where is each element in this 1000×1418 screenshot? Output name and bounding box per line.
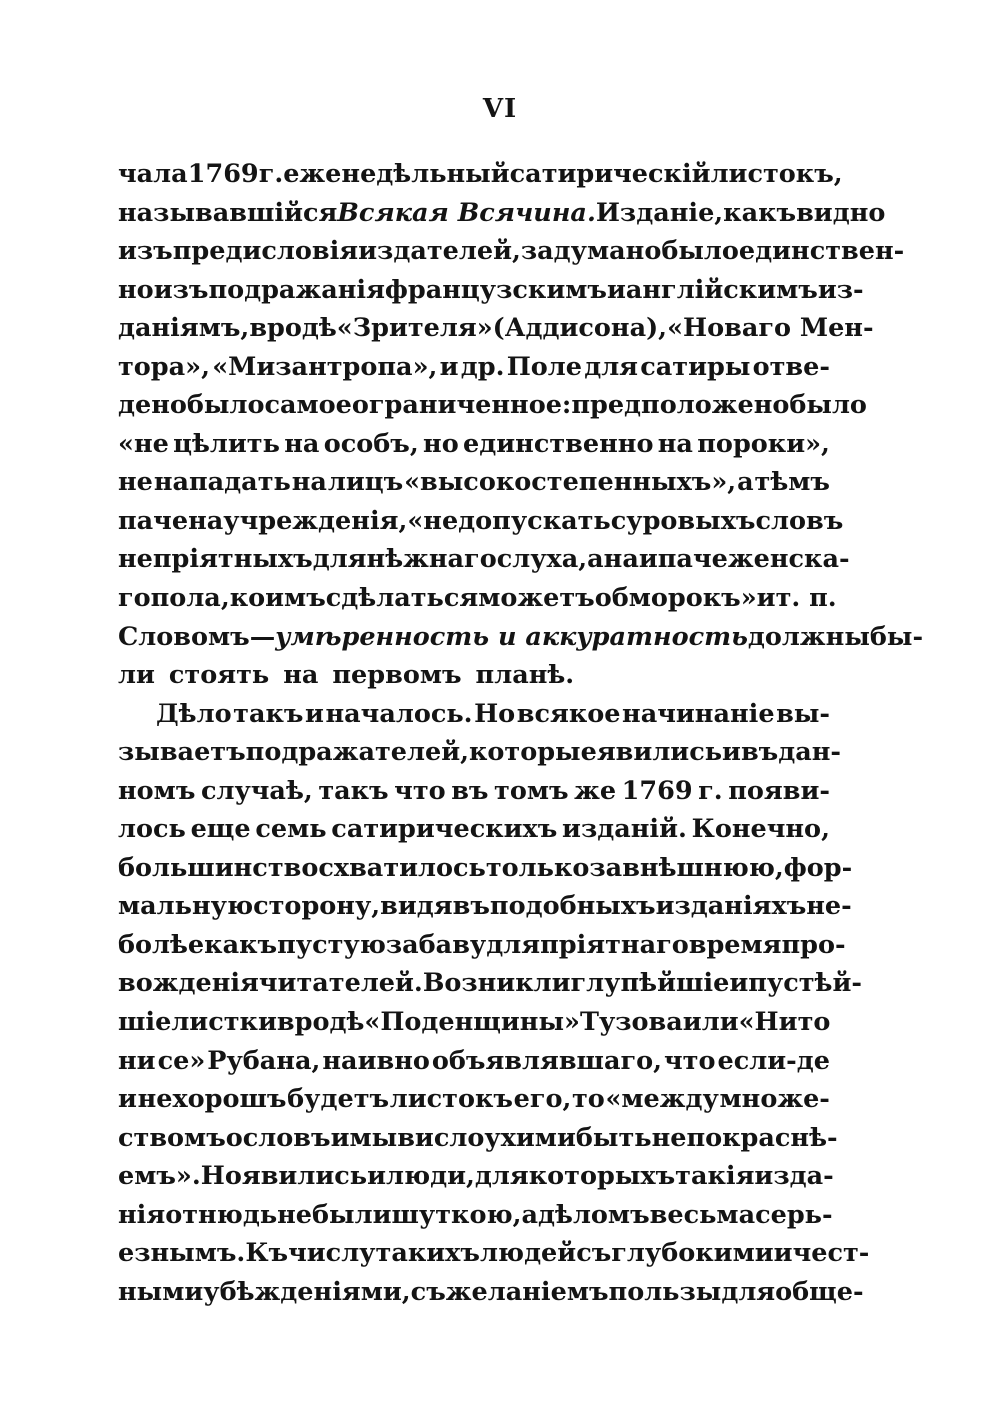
word: фор- [783,852,853,883]
word: болѣе [118,929,205,960]
word: называвшійся [118,197,338,228]
text-line [118,887,852,926]
word: можетъ [478,583,595,614]
word: стоять [168,660,270,691]
word: то [572,1084,605,1115]
text-line [118,1080,830,1119]
word: за [589,852,623,883]
word: «Зрителя» [336,313,493,344]
word: нія [118,1199,166,1230]
word: «высокостепенныхъ», [404,467,737,498]
word: не [277,1199,313,1230]
text-line [118,1042,830,1081]
word: Поле [506,351,582,382]
word: или [682,1007,739,1038]
word: времяпро- [688,929,846,960]
word: обморокъ» [594,583,757,614]
text-line [118,964,862,1003]
word: коимъ [229,583,326,614]
word: Рубана, [207,1045,321,1076]
word: Но [200,1161,242,1192]
text-line [118,733,842,772]
text-line [118,194,886,233]
word: наипаче [603,544,728,575]
word: на [283,660,319,691]
word: суровыхъ [610,505,756,536]
word: на [657,428,693,459]
word: шіе [118,1007,172,1038]
word: подобныхъ [489,891,656,922]
word: было [789,390,867,421]
word: сдѣлаться [325,583,479,614]
word: вислоухими [397,1122,576,1153]
word: томъ [494,775,569,806]
word: планѣ. [475,660,575,691]
word: предисловія [172,236,359,267]
word: задумано [520,236,662,267]
word: съ [410,1276,446,1307]
word: «между [605,1084,719,1115]
word: шуткою, [391,1199,522,1230]
word: изданій. [562,814,687,845]
text-line [118,849,853,888]
word: первомъ [332,660,462,691]
word: т. п. [775,583,837,614]
text-line [118,1003,830,1042]
word: пріятнаго [540,929,689,960]
word: желаніемъ [445,1276,609,1307]
word: но [118,274,154,305]
word: предположено [571,390,790,421]
word: номъ [118,775,196,806]
word: на [284,428,320,459]
word: Но [474,698,516,729]
word: для [486,929,541,960]
word: «Мизантропа», [212,351,438,382]
word: нехорошъ [137,1084,287,1115]
word: которыхъ [528,1161,676,1192]
word: слуха, [496,544,588,575]
word: случаѣ, [200,775,313,806]
word: явились [241,1161,368,1192]
word: дено [118,390,187,421]
word: вы- [776,698,830,729]
word: тора», [118,351,210,382]
word: листокъ [389,1084,513,1115]
word: чала [118,159,188,189]
word: пустую [277,929,386,960]
word: вожденія [118,968,259,999]
word: мальную [118,891,254,922]
word: видно [796,197,886,228]
text-line [118,926,846,965]
word: только [485,852,590,883]
word: читателей. [258,968,423,999]
body-text [118,155,924,1311]
text-line [118,695,830,734]
word: ствомъ [118,1122,226,1153]
word: вродѣ [249,313,337,344]
word: и [330,1122,350,1153]
word: г. [698,775,723,806]
word: подражателей, [245,737,469,768]
word: ли [118,660,155,691]
word: наивно [322,1045,430,1076]
word: пользы [608,1276,722,1307]
word: и [773,1238,793,1269]
word: листки [171,1007,277,1038]
text-line [118,425,830,464]
word: же [574,775,617,806]
word: лицъ [327,467,404,498]
italic-phrase: Всякая Всячина. [337,197,596,228]
text-line [118,155,843,194]
text-line [118,1234,870,1273]
word: сторону, [253,891,381,922]
word: и [439,351,459,382]
text-line [118,656,830,695]
word: и [367,1161,386,1192]
word: числу [288,1238,376,1269]
word: особъ, [323,428,419,459]
word: листокъ, [710,159,843,189]
word: что [664,1045,716,1076]
word: французскимъ [384,274,607,305]
word: чест- [792,1238,870,1269]
word: езнымъ. [118,1238,246,1269]
word: для [584,351,639,382]
text-line [118,463,830,502]
word: началось. [325,698,473,729]
word: учрежденія, [223,505,408,536]
word: Конечно, [691,814,830,845]
word: дѣломъ [538,1199,650,1230]
word: если-де [717,1045,830,1076]
word: обще- [775,1276,864,1307]
word: и [722,737,741,768]
word: г. [258,159,284,189]
word: глупѣйшіе [570,968,730,999]
text-line [118,502,844,541]
text-line [118,579,837,618]
word: которые [468,737,597,768]
word: бы- [869,621,924,652]
word: еще [190,814,251,845]
word: отве- [752,351,830,382]
word: не- [806,891,852,922]
word: единственно [463,428,654,459]
word: Возникли [422,968,571,999]
word: въ [740,737,779,768]
word: глубокими [611,1238,774,1269]
word: для [474,1161,529,1192]
word: на [291,467,327,498]
word: цѣлить [173,428,280,459]
word: такъ [233,698,304,729]
word: покраснѣ- [686,1122,838,1153]
word: англійскимъ [625,274,818,305]
word: изданіяхъ [655,891,807,922]
word: семь [255,814,327,845]
word: даніямъ, [118,313,250,344]
word: и [756,583,776,614]
word: для [312,544,367,575]
word: ословъ [225,1122,331,1153]
word: людей [479,1238,577,1269]
word: Дѣло [156,698,232,729]
word: серь- [755,1199,833,1230]
word: единствен- [738,236,905,267]
word: а [587,544,604,575]
word: ограниченное: [351,390,572,421]
word: видя [380,891,453,922]
word: пороки», [697,428,830,459]
word: отнюдь [165,1199,278,1230]
word: из- [817,274,864,305]
word: схватилось [318,852,486,883]
word: всякое [516,698,621,729]
word: изъ [118,236,173,267]
text-line [118,271,864,310]
word: явились [596,737,723,768]
word: 1769 [621,775,693,806]
text-line [118,540,850,579]
word: пола, [150,583,230,614]
word: такъ [318,775,389,806]
word: паче [118,505,189,536]
text-line [118,772,830,811]
text-line [118,810,830,849]
word: не [118,467,153,498]
word: мы [349,1122,398,1153]
word: и [729,968,749,999]
word: издателей, [358,236,521,267]
word: ни [118,1045,156,1076]
word: но [423,428,459,459]
word: др. [460,351,505,382]
page-number: VI [482,94,518,124]
italic-phrase: умѣренность и аккуратность [275,621,748,652]
text-line [118,348,830,387]
word: ными [118,1276,204,1307]
word: сатирическихъ [331,814,558,845]
word: такихъ [375,1238,480,1269]
word: и [606,274,626,305]
word: словъ [755,505,844,536]
word: такія [675,1161,755,1192]
text-line [118,232,905,271]
word: пустѣй- [748,968,862,999]
word: женска- [727,544,850,575]
word: непріятныхъ [118,544,313,575]
word: сатирическій [509,159,711,189]
word: а [737,467,754,498]
word: множе- [719,1084,830,1115]
text-line [118,1273,864,1312]
word: Изданіе, [595,197,724,228]
word: то [797,1007,831,1038]
word: быть [575,1122,652,1153]
word: емъ». [118,1161,201,1192]
word: появи- [728,775,830,806]
word: зываетъ [118,737,246,768]
word: съ [576,1238,612,1269]
word: какъ [204,929,278,960]
word: будетъ [287,1084,390,1115]
word: лось [118,814,186,845]
word: что [394,775,446,806]
word: «не [118,428,169,459]
word: начинаніе [622,698,775,729]
word: (Аддисона), [492,313,668,344]
word: въ [452,891,490,922]
text-line [118,1157,834,1196]
text-line [118,386,867,425]
text-line [118,1196,833,1235]
word: люди, [386,1161,475,1192]
word: изъ [153,274,209,305]
word: Словомъ— [118,621,276,652]
word: и [305,698,324,729]
text-line [118,618,924,657]
word: изда- [754,1161,834,1192]
word: должны [747,621,870,652]
word: сатиры [640,351,751,382]
word: «Поденщины» [364,1007,580,1038]
word: го [118,583,151,614]
word: на [188,505,224,536]
word: подражанія [208,274,385,305]
word: были [312,1199,392,1230]
text-line [118,1119,838,1158]
word: тѣмъ [754,467,830,498]
word: весьма [649,1199,756,1230]
word: было [186,390,265,421]
word: было [661,236,739,267]
word: а [521,1199,539,1230]
word: 1769 [187,159,259,189]
word: «Ни [738,1007,798,1038]
word: Тузова [579,1007,683,1038]
word: не [651,1122,687,1153]
word: Къ [245,1238,289,1269]
word: убѣжденіями, [203,1276,411,1307]
word: дан- [778,737,842,768]
word: «Новаго Мен- [667,313,874,344]
word: нападать [153,467,291,498]
word: се» [157,1045,206,1076]
word: для [721,1276,776,1307]
word: большинство [118,852,319,883]
text-line [118,309,874,348]
word: и [118,1084,137,1115]
word: вродѣ [276,1007,365,1038]
word: его, [513,1084,572,1115]
word: нѣжнаго [366,544,497,575]
word: забаву [385,929,487,960]
word: объявлявшаго, [431,1045,663,1076]
word: еженедѣльный [283,159,510,189]
word: внѣшнюю, [622,852,784,883]
word: въ [451,775,489,806]
word: какъ [723,197,797,228]
word: «недопускать [407,505,611,536]
word: самое [264,390,352,421]
